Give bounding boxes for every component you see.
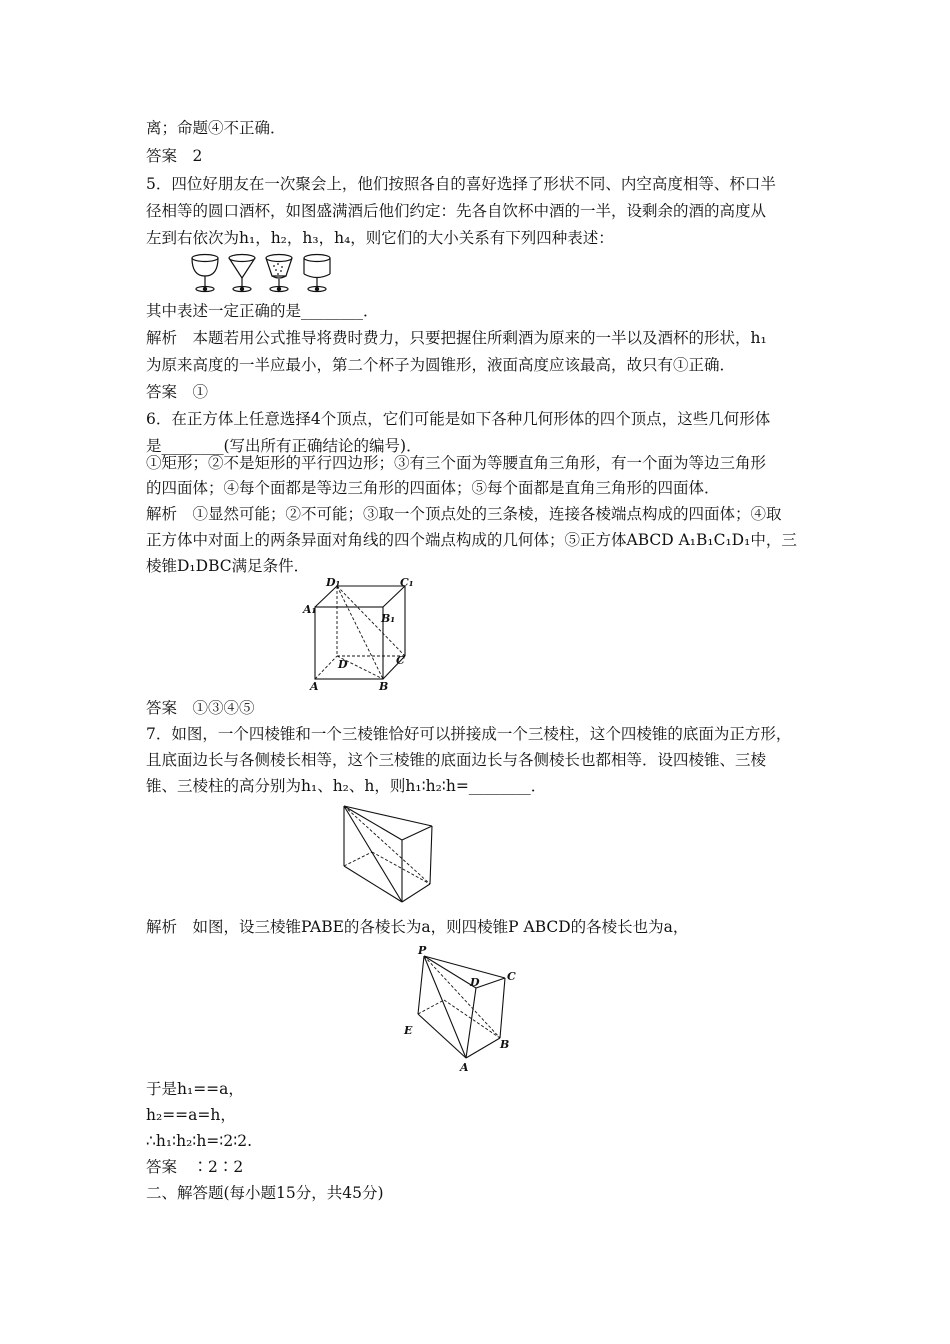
text-line: 的四面体；④每个面都是等边三角形的四面体；⑤每个面都是直角三角形的四面体． — [146, 479, 720, 497]
text-line: h₂==a=h， — [146, 1106, 236, 1124]
answer-line: 答案 ∶2∶2 — [146, 1158, 244, 1176]
labeled-prism-figure — [400, 942, 520, 1074]
text-line: 棱锥D₁DBC满足条件． — [146, 557, 310, 575]
section-heading: 二、解答题(每小题15分，共45分) — [146, 1184, 384, 1202]
cube-label: A₁ — [303, 603, 317, 616]
cube-label: B₁ — [381, 612, 396, 625]
glass-1-icon — [192, 255, 218, 292]
cube-label: A — [310, 680, 319, 693]
text-line: ∴h₁∶h₂∶h=∶2∶2. — [146, 1132, 253, 1150]
prism-figure — [336, 802, 440, 906]
question-5-line: 5．四位好朋友在一次聚会上，他们按照各自的喜好选择了形状不同、内空高度相等、杯口半 — [146, 175, 776, 193]
answer-line: 答案 2 — [146, 147, 203, 165]
glass-2-icon — [229, 255, 255, 292]
text-line: 锥、三棱柱的高分别为h₁、h₂、h，则h₁∶h₂∶h=________． — [146, 777, 547, 795]
solution-line: 解析 本题若用公式推导将费时费力，只要把握住所剩酒为原来的一半以及酒杯的形状，h₁ — [146, 329, 767, 347]
prism-label: B — [500, 1038, 510, 1051]
glass-3-icon — [266, 255, 292, 292]
prism-label: A — [460, 1061, 469, 1074]
prism-label: P — [418, 944, 427, 957]
text-line: 且底面边长与各侧棱长相等，这个三棱锥的底面边长与各侧棱长也都相等．设四棱锥、三棱 — [146, 751, 767, 769]
text-line: 其中表述一定正确的是________． — [146, 302, 379, 320]
prism-label: C — [507, 970, 516, 983]
cube-label: D₁ — [326, 578, 341, 589]
solution-line: 解析 ①显然可能；②不可能；③取一个顶点处的三条棱，连接各棱端点构成的四面体；④取 — [146, 505, 782, 523]
text-line: 左到右依次为h₁，h₂，h₃，h₄，则它们的大小关系有下列四种表述： — [146, 229, 614, 247]
cube-label: C — [396, 654, 405, 667]
cube-figure — [300, 578, 420, 694]
text-line: 径相等的圆口酒杯，如图盛满酒后他们约定：先各自饮杯中酒的一半，设剩余的酒的高度从 — [146, 202, 767, 220]
answer-line: 答案 ①③④⑤ — [146, 699, 255, 717]
prism-label: D — [470, 976, 480, 989]
text-line: 于是h₁==a， — [146, 1080, 244, 1098]
question-7-line: 7．如图，一个四棱锥和一个三棱锥恰好可以拼接成一个三棱柱，这个四棱锥的底面为正方形， — [146, 725, 792, 743]
text-line: ①矩形；②不是矩形的平行四边形；③有三个面为等腰直角三角形，有一个面为等边三角形 — [146, 454, 767, 472]
cube-label: C₁ — [400, 578, 414, 589]
cube-label: D — [338, 658, 348, 671]
answer-line: 答案 ① — [146, 383, 209, 401]
text-line: 离；命题④不正确． — [146, 119, 286, 137]
solution-line: 解析 如图，设三棱锥PABE的各棱长为a，则四棱锥P ABCD的各棱长也为a， — [146, 918, 689, 936]
text-line: 是________(写出所有正确结论的编号)． — [146, 437, 422, 455]
prism-label: E — [404, 1024, 413, 1037]
question-6-line: 6．在正方体上任意选择4个顶点，它们可能是如下各种几何形体的四个顶点，这些几何形体 — [146, 410, 771, 428]
wine-glasses-figure — [188, 250, 338, 298]
text-line: 为原来高度的一半应最小，第二个杯子为圆锥形，液面高度应该最高，故只有①正确． — [146, 356, 736, 374]
cube-label: B — [379, 680, 389, 693]
glass-4-icon — [304, 255, 330, 292]
text-line: 正方体中对面上的两条异面对角线的四个端点构成的几何体；⑤正方体ABCD A₁B₁C₁D₁中，三 — [146, 531, 797, 549]
